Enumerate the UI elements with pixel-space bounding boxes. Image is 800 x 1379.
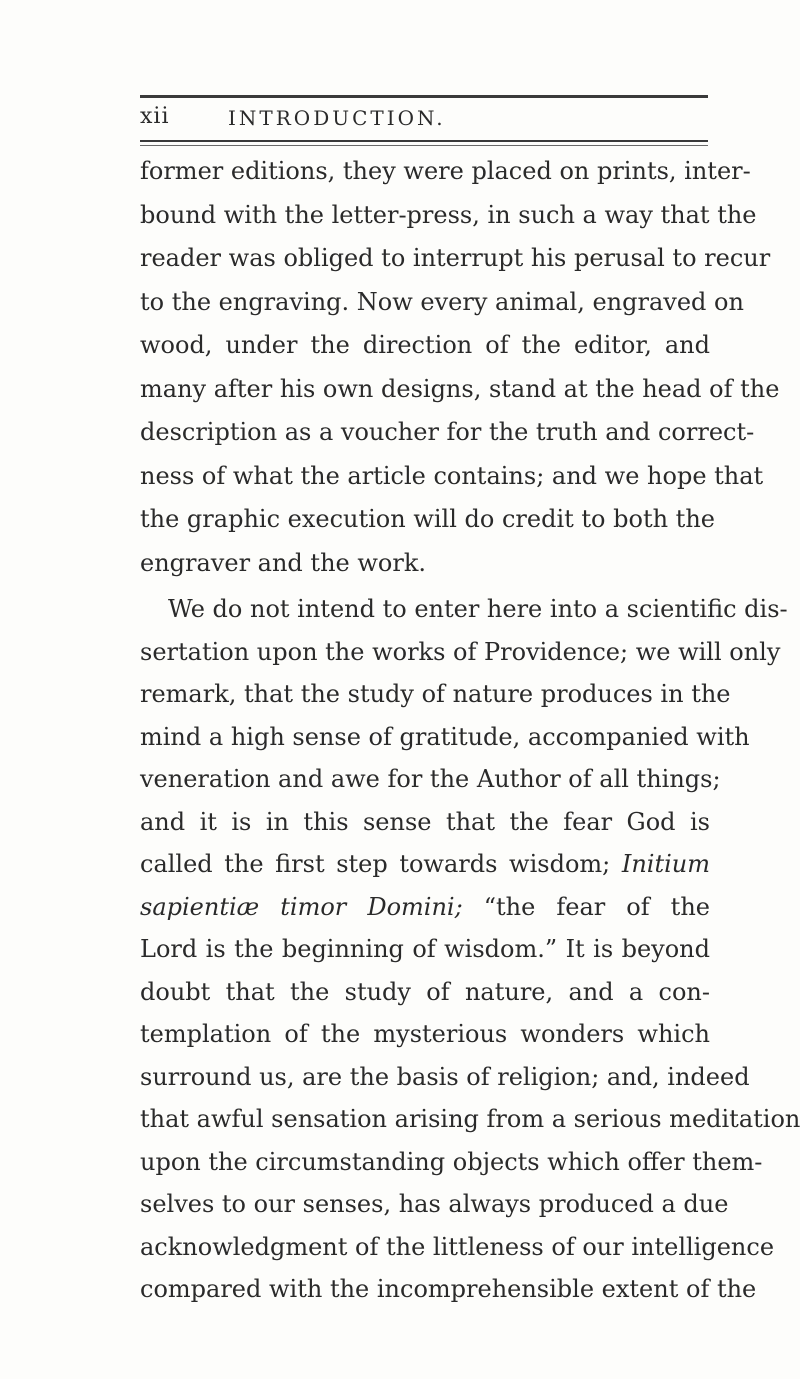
text-line: engraver and the work. [140,548,426,577]
text-line: that awful sensation arising from a serious meditation [140,1105,800,1133]
header-rule-top [140,95,708,98]
text-line: reader was obliged to interrupt his perusal to recur [140,244,771,272]
text-line: veneration and awe for the Author of all things; [140,765,721,793]
text-line: mind a high sense of gratitude, accompanied with [140,722,750,751]
text-line: ness of what the article contains; and we hope that [140,461,764,490]
header-rule-bottom-thin [140,145,708,146]
text-line: sertation upon the works of Providence; we will only [140,637,781,666]
text-line: acknowledgment of the littleness of our intelligence [140,1232,775,1261]
text-line: remark, that the study of nature produces in the [140,680,731,708]
text-line: templation of the mysterious wonders which [140,1020,710,1048]
text-line [140,886,710,929]
running-head: INTRODUCTION. [228,106,446,130]
text-line: wood, under the direction of the editor, and [140,331,710,359]
text-line: doubt that the study of nature, and a con- [140,977,710,1006]
text-line: selves to our senses, has always produced a due [140,1190,729,1218]
text-line: the graphic execution will do credit to both the [140,505,715,533]
text-line: bound with the letter-press, in such a way that the [140,200,757,229]
text-line: former editions, they were placed on prints, inter- [140,157,751,185]
text-segment: called the first step towards wisdom; [140,850,611,878]
text-line: many after his own designs, stand at the head of the [140,374,780,403]
paragraph-2 [140,588,800,1311]
text-line: and it is in this sense that the fear God is [140,807,710,836]
header-rule-bottom [140,140,708,142]
text-line: to the engraving. Now every animal, engraved on [140,287,744,316]
text-line: Lord is the beginning of wisdom.” It is beyond [140,935,710,963]
latin-phrase: sapientiæ timor Domini; [140,892,463,921]
paragraph-1 [140,150,780,585]
latin-phrase: Initium [621,850,710,878]
page-header [140,104,710,134]
text-line: description as a voucher for the truth and correct- [140,418,755,446]
text-line: compared with the incomprehensible extent of the [140,1275,757,1303]
text-line: We do not intend to enter here into a scientific dis- [168,595,788,623]
text-line: surround us, are the basis of religion; and, indeed [140,1062,750,1091]
text-line [140,843,710,886]
text-line: upon the circumstanding objects which offer them- [140,1147,763,1176]
text-segment: “the fear of the [483,892,710,921]
page-number: xii [140,104,170,129]
